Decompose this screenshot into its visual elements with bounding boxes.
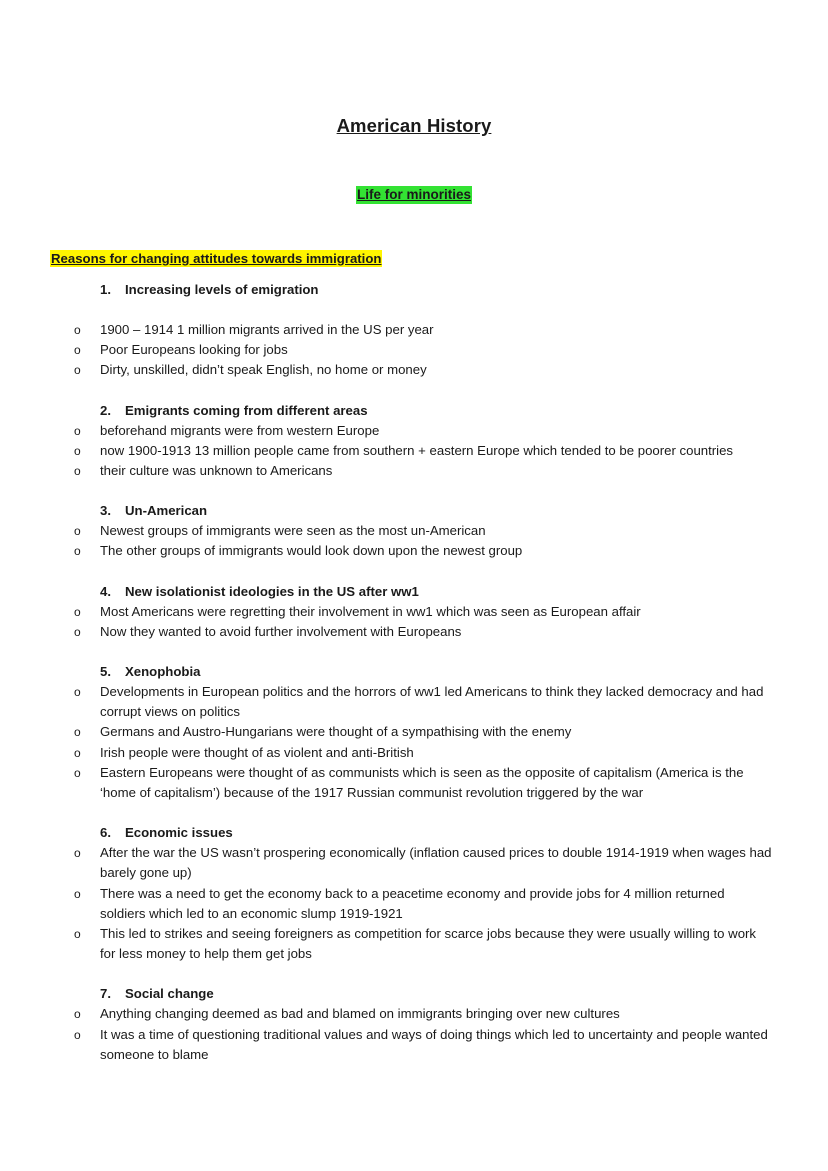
list-item-text: This led to strikes and seeing foreigners as competition for scarce jobs because they were usually willing to work for less money to help them get jobs — [100, 926, 757, 962]
list-item — [0, 763, 828, 803]
list-item — [0, 360, 828, 380]
list-item-text: Irish people were thought of as violent and anti-British — [100, 744, 414, 760]
list-item-text: Germans and Austro-Hungarians were thought of a sympathising with the enemy — [100, 724, 572, 740]
topic-heading — [100, 280, 828, 300]
topics-list — [0, 280, 828, 1065]
bullet-list — [0, 602, 828, 642]
list-item-text: Now they wanted to avoid further involvement with Europeans — [100, 623, 462, 639]
list-item-text: Newest groups of immigrants were seen as the most un-American — [100, 523, 486, 539]
circle-bullet-icon: o — [74, 886, 81, 901]
list-item — [0, 1004, 828, 1024]
list-item — [0, 1025, 828, 1065]
topic-section — [0, 501, 828, 561]
list-item — [0, 461, 828, 481]
bullet-list — [0, 843, 828, 964]
document-subtitle: Life for minorities — [356, 187, 471, 202]
list-item-text: Developments in European politics and the horrors of ww1 led Americans to think they lacked democracy and had corrupt views on politics — [100, 684, 764, 720]
topic-heading — [100, 501, 828, 521]
topic-section — [0, 401, 828, 482]
subtitle-container — [0, 186, 828, 204]
circle-bullet-icon: o — [74, 765, 81, 780]
list-item-text: After the war the US wasn’t prospering economically (inflation caused prices to double 1914-1919 when wages had barely gone up) — [100, 845, 772, 881]
list-item-text: It was a time of questioning traditional values and ways of doing things which led to uncertainty and people wanted someone to blame — [100, 1026, 768, 1062]
list-item — [0, 622, 828, 642]
topic-section — [0, 984, 828, 1065]
topic-heading — [100, 582, 828, 602]
topic-heading-text: Un-American — [125, 503, 208, 519]
topic-heading-text: Increasing levels of emigration — [125, 282, 319, 297]
bullet-list — [0, 421, 828, 482]
list-item-text: Anything changing deemed as bad and blamed on immigrants bringing over new cultures — [100, 1006, 620, 1022]
circle-bullet-icon: o — [74, 423, 81, 438]
topic-heading-text: Emigrants coming from different areas — [125, 402, 368, 418]
bullet-list — [0, 1004, 828, 1065]
topic-heading-text: Xenophobia — [125, 664, 201, 680]
circle-bullet-icon: o — [74, 524, 81, 539]
list-item-text: now 1900-1913 13 million people came from southern + eastern Europe which tended to be poorer countries — [100, 442, 734, 458]
circle-bullet-icon: o — [74, 846, 81, 861]
topic-heading-text: Economic issues — [125, 825, 233, 841]
circle-bullet-icon: o — [74, 323, 81, 337]
list-item-text: Most Americans were regretting their involvement in ww1 which was seen as European affair — [100, 603, 641, 619]
list-item — [0, 521, 828, 541]
circle-bullet-icon: o — [74, 685, 81, 700]
bullet-list — [0, 320, 828, 381]
circle-bullet-icon: o — [74, 464, 81, 479]
document-title: American History — [336, 115, 492, 136]
topic-heading-text: Social change — [125, 986, 214, 1002]
topic-number: 3. — [100, 503, 111, 519]
list-item — [0, 924, 828, 964]
topic-number: 5. — [100, 664, 111, 680]
list-item — [0, 421, 828, 441]
topic-number: 2. — [100, 402, 111, 418]
circle-bullet-icon: o — [74, 443, 81, 458]
circle-bullet-icon: o — [74, 624, 81, 639]
list-item-text: There was a need to get the economy back to a peacetime economy and provide jobs for 4 million returned soldiers which led to an economic slump 1919-1921 — [100, 885, 725, 921]
list-item-text: The other groups of immigrants would look down upon the newest group — [100, 543, 523, 559]
topic-heading-text: New isolationist ideologies in the US after ww1 — [125, 583, 419, 599]
topic-number: 4. — [100, 583, 111, 599]
list-item-text: Eastern Europeans were thought of as communists which is seen as the opposite of capitalism (America is the ‘home of capitalism’) because of the 1917 Russian communist revolution triggered by the war — [100, 764, 744, 801]
circle-bullet-icon: o — [74, 604, 81, 619]
topic-number: 6. — [100, 825, 111, 841]
bullet-list — [0, 521, 828, 561]
circle-bullet-icon: o — [74, 1007, 81, 1022]
list-item-text: Poor Europeans looking for jobs — [100, 342, 288, 358]
circle-bullet-icon: o — [74, 725, 81, 740]
topic-number: 7. — [100, 986, 111, 1002]
circle-bullet-icon: o — [74, 1027, 81, 1042]
list-item — [0, 320, 828, 340]
topic-number: 1. — [100, 282, 111, 297]
topic-section — [0, 823, 828, 964]
topic-heading — [100, 401, 828, 421]
circle-bullet-icon: o — [74, 343, 81, 358]
list-item — [0, 340, 828, 360]
topic-heading — [100, 823, 828, 843]
list-item — [0, 602, 828, 622]
circle-bullet-icon: o — [74, 927, 81, 942]
section-heading: Reasons for changing attitudes towards immigration — [51, 251, 382, 266]
list-item-text: beforehand migrants were from western Europe — [100, 422, 380, 438]
list-item-text: 1900 – 1914 1 million migrants arrived in the US per year — [100, 322, 434, 337]
list-item — [0, 843, 828, 883]
list-item — [0, 541, 828, 561]
circle-bullet-icon: o — [74, 544, 81, 559]
topic-section — [0, 280, 828, 381]
list-item — [0, 743, 828, 763]
list-item — [0, 441, 828, 461]
list-item — [0, 884, 828, 924]
topic-heading — [100, 662, 828, 682]
topic-section — [0, 662, 828, 803]
topic-section — [0, 582, 828, 642]
circle-bullet-icon: o — [74, 745, 81, 760]
bullet-list — [0, 682, 828, 803]
list-item — [0, 682, 828, 722]
circle-bullet-icon: o — [74, 363, 81, 378]
list-item — [0, 722, 828, 742]
topic-heading — [100, 984, 828, 1004]
list-item-text: their culture was unknown to Americans — [100, 463, 333, 479]
list-item-text: Dirty, unskilled, didn’t speak English, no home or money — [100, 362, 427, 378]
